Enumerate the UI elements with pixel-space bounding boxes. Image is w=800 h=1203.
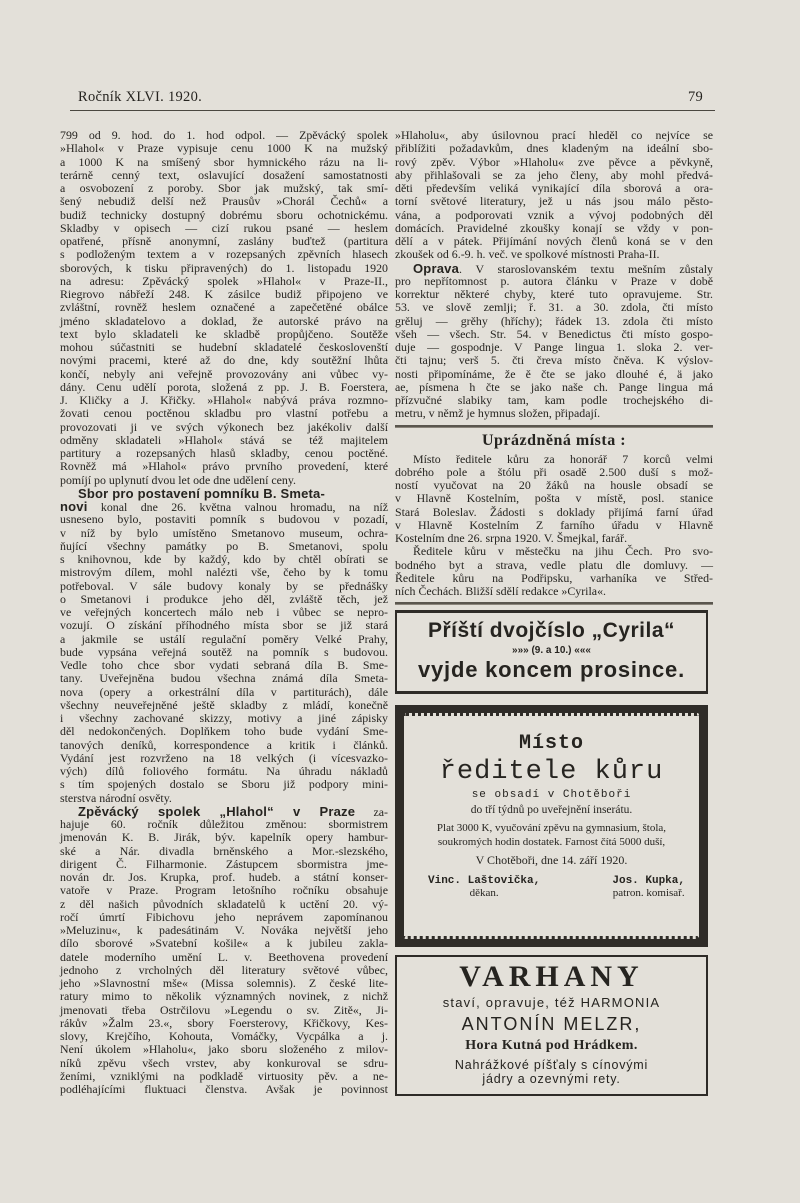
text-line: »Hlahol« v Praze vypisuje cenu 1000 K na mužský — [60, 141, 388, 156]
text-line: bodného byt a strava, vedle platu dle domluvy. — — [395, 557, 713, 572]
text-line: níků zpěvu všech vrstev, aby konkuroval se sdru- — [60, 1055, 388, 1070]
text-line: duje — gospodnje. V Pange lingua 1. sloka 2. ver- — [395, 340, 713, 354]
text-line: jeho »Slavnostní mše« (Missa solemnis). Z české lite- — [60, 976, 388, 990]
text-line: Riegrovo nábřeží 248. K zásilce budiž připojeno ve — [60, 287, 388, 301]
text-line: mistrovým dílem, mohl nalézti vše, čeho by k tomu — [60, 565, 388, 580]
text-line: nosti připomínáme, že ě čte se jako dlouhé é, ä jako — [395, 366, 713, 381]
text-line: dělí a v pátek. Přijímání nových členů koná se v den — [395, 234, 713, 248]
text-line: ae, písmena h čte se jako naše ch. Pange lingua má — [395, 379, 713, 394]
text-line: ročí úmrtí Fibichovu jeho neprávem zapomínanou — [60, 909, 388, 924]
text-line: 53. ve slově zemlji; ř. 31. a 30. zdola, čti místo — [395, 300, 713, 315]
bold-lead: Zpěvácký spolek „Hlahol“ v Praze — [78, 803, 356, 819]
text-line: grěluj — grěhy (hříchy); řádek 13. zdola čti místo — [395, 313, 713, 328]
organ-builder-place: Hora Kutná pod Hrádkem. — [465, 1038, 638, 1053]
text-line: a 1000 K na smíšený sbor hymnického rázu na li- — [60, 154, 388, 169]
text-line: Ředitele kůru v městečku na jihu Čech. Pro svo- — [413, 544, 713, 559]
text-line: bude vypsána veřejná soutěž na pomník s budovou. — [60, 644, 388, 659]
text-line: všechny neuveřejněné ještě skladby z mládí, konečně — [60, 697, 388, 712]
text-line: jmenovati třeba Ostrčilovu »Legendu o sv. Zitě«, Ji- — [60, 1002, 388, 1017]
section-rule — [395, 602, 713, 605]
text-line: o Smetanovi i produkce jeho děl, zvláště těch, jež — [60, 591, 388, 606]
page-number: 79 — [688, 89, 704, 105]
text-line: torní světové literatury, jež u nás jsou málo pěsto- — [395, 194, 713, 209]
text-line — [60, 487, 388, 500]
text-line: a osvobození z poroby. Sbor jak mužský, tak smí- — [60, 181, 388, 195]
text-line: dirigent Č. Filharmonie. Zástupcem sbormistra jme- — [60, 856, 388, 871]
text-line: jméno skladatelovo a doklad, že autorské právo na — [60, 313, 388, 328]
text-line: čti tajnu; verš 5. čti čreva místo čněva. K výslov- — [395, 353, 713, 368]
text-line: odměny skladateli »Hlahol« stává se též majitelem — [60, 432, 388, 447]
text-line: Vydání jest rozvrženo na 18 velkých (i vícesvazko- — [60, 750, 388, 765]
signer1-name: Vinc. Laštovička, — [428, 875, 541, 887]
text-line: ností vyučovat na 20 žáků na housle obsadí se — [395, 478, 713, 492]
advert-line2: do tří týdnů po uveřejnění inserátu. — [470, 804, 633, 816]
text-line: sborových, k tisku připravených) do 1. listopadu 1920 — [60, 260, 388, 275]
signer2-name: Jos. Kupka, — [612, 875, 685, 887]
text-line: Stará Boleslav. Žádosti s doklady přijímá farní úřad — [395, 504, 713, 519]
vacancies-paragraphs — [395, 453, 713, 599]
text-line: všeh — všech. Str. 54. v Benedictus čti místo gospo- — [395, 326, 713, 341]
signer2-title: patron. komisař. — [612, 887, 685, 899]
text-line: usneseno bylo, postaviti pomník s budovou v pozadí, — [60, 512, 388, 527]
text-line: budiž technicky dostupný dobrému sboru ochotnickému. — [60, 207, 388, 222]
text-line: děl nedokončených. Doplňkem toho bude vydání Sme- — [60, 724, 388, 739]
advert-title1: Místo — [518, 732, 584, 755]
paragraph — [395, 262, 713, 421]
advert-line1: se obsadí v Chotěboři — [471, 789, 632, 801]
paragraph — [60, 129, 388, 487]
text-line — [395, 262, 713, 275]
text-line: mohou súčastniti se hudební skladatelé českoslovenští — [60, 340, 388, 354]
text-line — [60, 500, 388, 513]
news-paragraphs — [395, 129, 713, 421]
text-line: šený nebudiž delší než Prausův »Chorál Čechů« a — [60, 194, 388, 209]
text-line: opatřené, přísně anonymní, zaslány buďtež (partitura — [60, 234, 388, 248]
next-issue-line2: »»» (9. a 10.) ««« — [512, 645, 591, 656]
text-line: ňující všechny památky po B. Smetanovi, spolu — [60, 538, 388, 553]
text-line: Rovněž má »Hlahol« právo prvního provedení, které — [60, 459, 388, 474]
bold-lead: novi — [60, 499, 88, 514]
text-line: zvláštní, rovněž heslem označené a zapečetěné obálce — [60, 300, 388, 315]
text-line: provozovati ji ve svých výkonech bez jakékoliv další — [60, 419, 388, 434]
text-line: aby přihlašovali se za jeho členy, aby mohl předvá- — [395, 167, 713, 182]
next-issue-notice — [395, 610, 708, 694]
right-column — [395, 129, 713, 608]
next-issue-line1: Příští dvojčíslo „Cyrila“ — [427, 619, 676, 642]
text-line: s tím spojených dostalo se Sboru již podpory mini- — [60, 777, 388, 792]
text-line: ské a Nár. divadla brněnského a Mor.-slezského, — [60, 843, 388, 858]
text-line: rový zpěv. Výbor »Hlaholu« zve pěvce a pěvkyně, — [395, 154, 713, 169]
text-line — [60, 805, 388, 818]
text-line: na adresu: Zpěvácký spolek »Hlahol« v Praze-II., — [60, 273, 388, 288]
text-line: nova (opery a orkestrální díla v partiturách), dále — [60, 684, 388, 699]
advert-title2: ředitele kůru — [439, 757, 664, 787]
text-line: vých) dílů foliového formátu. Na úhradu nákladů — [60, 764, 388, 778]
text-line: vána, a podporovati vznik a vývoj podobných děl — [395, 207, 713, 222]
bold-lead: Sbor pro postavení pomníku B. Smeta- — [78, 485, 326, 501]
text-line: pomíjí po uplynutí dvou let ode dne udělení ceny. — [60, 472, 297, 487]
text-line: Není úkolem »Hlaholu«, jako sboru složeného z milov- — [60, 1042, 388, 1057]
signer1-title: děkan. — [469, 887, 499, 899]
text-line: dány. Cenu udělí porota, složená z pp. J. B. Foerstera, — [60, 379, 388, 394]
text-line: sterstva národní osvěty. — [60, 790, 172, 805]
section-rule — [395, 425, 713, 428]
text-line: Skladby v opisech — cizí rukou psané — heslem — [60, 220, 388, 235]
volume-year: Ročník XLVI. 1920. — [78, 89, 203, 105]
text-line: i všechny zachované skizzy, motivy a jiné zápisky — [60, 711, 388, 725]
paragraph — [60, 487, 388, 805]
text-line: přiblížiti požadavkům, dnes kladeným na ideální sbo- — [395, 141, 713, 156]
advert-date: V Chotěboři, dne 14. září 1920. — [475, 853, 628, 867]
text-line: ženími, vzniklými na podkladě virtuosity pěv. a ne- — [60, 1068, 388, 1083]
text-line: pro nepřítomnost p. autora článku v Praze v době — [395, 273, 713, 288]
text-line: Kostelním dne 26. srpna 1920. V. Šmejkal, farář. — [395, 531, 628, 545]
organ-title: VARHANY — [459, 960, 644, 993]
text-line: ratury mimo to několik významných novinek, z nichž — [60, 989, 388, 1004]
text-line: vatoře v Praze. Program letošního ročníku obsahuje — [60, 883, 388, 898]
text-line: ních Čechách. Bližší sdělí redakce »Cyrila«. — [395, 584, 606, 598]
text-line: »Hlaholu«, aby úsilovnou prací hleděl co nejvíce se — [395, 128, 713, 142]
text-line: končí, nebyly ani veřejně provozovány ani vůbec vy- — [60, 366, 388, 381]
next-issue-line3: vyjde koncem prosince. — [417, 657, 686, 682]
text-line: domácích. Pravidelné zkoušky konají se vždy v pon- — [395, 220, 713, 235]
text-line: tany. Uveřejněna budou všechna známá díla Smeta- — [60, 671, 388, 686]
text-line: slovy, Krejčího, Kohouta, Vomáčky, Vycpálka a j. — [60, 1029, 388, 1043]
organ-line2: Nahrážkové píšťaly s cínovými — [454, 1058, 649, 1072]
text-line: dílo sborové »Svatební košile« a k jubileu zakla- — [60, 936, 388, 951]
text-line: v Hlavně Kostelním Z farního úřadu v Hlavně — [395, 517, 713, 532]
text-line: dobrého pole a štólu při osadě 2.500 duší s mož- — [395, 464, 713, 479]
line-text: . V staroslovanském textu mešním zůstaly — [459, 261, 713, 276]
text-line: partitury a rozepsaných hlasů skladby, cenou poctěné. — [60, 446, 388, 460]
header-rule — [70, 110, 715, 111]
text-line: datele moderního umění L. v. Beethovena provedení — [60, 949, 388, 964]
text-line: korrektur některé chyby, které tuto opravujeme. Str. — [395, 287, 713, 301]
text-line: J. Kličky a J. Křičky. »Hlahol« nabývá práva rozmno- — [60, 393, 388, 407]
text-line: s knihovnou, kde by každý, kdo by chtěl obírati se — [60, 552, 388, 566]
paragraph — [395, 453, 713, 546]
text-line: jednoho z vrcholných děl literatury světové vůbec, — [60, 962, 388, 977]
text-line: v níž by bylo umístěno Smetanovo museum, ochra- — [60, 525, 388, 540]
text-line: jmenován K. B. Jirák, býv. kapelník opery hambur- — [60, 830, 388, 845]
text-line: vozují. O získání příhodného místa sbor se již stará — [60, 618, 388, 633]
paragraph — [395, 545, 713, 598]
bold-lead: Oprava — [413, 260, 460, 276]
text-line: zkoušek od 6.-9. h. več. ve spolkové místnosti Praha-II. — [395, 247, 660, 262]
text-line: novými pracemi, které až do dne, kdy soutěžní lhůta — [60, 353, 388, 368]
vacancy-advert-chotebor — [395, 705, 708, 947]
text-line: s podloženým textem a v rozepsaných zpěvních hlasech — [60, 247, 388, 262]
text-line: děti především veliká vynikající díla sborová a ora- — [395, 181, 713, 195]
organ-line1: staví, opravuje, též HARMONIA — [442, 995, 661, 1010]
paragraph — [60, 805, 388, 1097]
left-column — [60, 129, 388, 1096]
text-line: v Hlavně Kostelním, pošta v místě, posl. stanice — [395, 491, 713, 506]
text-line: z děl našich původních skladatelů k uctění 20. vý- — [60, 896, 388, 911]
text-line: nován dr. Jos. Krupka, prof. hudeb. a státní konser- — [60, 870, 388, 884]
vacancies-heading: Uprázdněná místa : — [481, 431, 627, 449]
text-line: podléhajícími fluktuaci členstva. Avšak je povinnost — [60, 1082, 388, 1096]
text-line: Ředitele kůru na Podřipsku, varhaníka ve Střed- — [395, 570, 713, 585]
text-line: »Meluzinu«, k padesátinám V. Nováka největší jeho — [60, 923, 388, 937]
text-line: terárně cenný text, oslavující dosažení samostatnosti — [60, 167, 388, 182]
line-text: konal dne 26. května valnou hromadu, na níž — [87, 500, 388, 514]
text-line: 799 od 9. hod. do 1. hod odpol. — Zpěvácký spolek — [60, 128, 388, 142]
text-line: hajuje 60. ročník důležitou změnou: sbormistrem — [60, 817, 388, 831]
text-line: přízvučné slabiky tam, kam podle trochejského di- — [395, 393, 713, 407]
line-text: za- — [355, 804, 388, 819]
text-line: Místo ředitele kůru za honorář 7 korců velmi — [413, 451, 713, 466]
text-line: a jakmile se ustálí regulační poměry Velké Prahy, — [60, 631, 388, 646]
advert-signatures — [404, 868, 699, 899]
organ-builder-name: ANTONÍN MELZR, — [461, 1014, 642, 1034]
text-line: ve veřejných koncertech málo neb i vůbec se nepro- — [60, 605, 388, 619]
text-line: Vedle toho chce sbor vydati sebraná díla B. Sme- — [60, 658, 388, 672]
paragraph — [395, 129, 713, 262]
text-line: žovati cenou poctěnou skladbu pro vlastní potřebu a — [60, 406, 388, 421]
ornate-frame — [404, 713, 699, 939]
text-line: rákův »Žalm 23.«, sbory Foersterovy, Křičkovy, Kes- — [60, 1015, 388, 1030]
text-line: potřeboval. V sále budovy konaly by se přednášky — [60, 578, 388, 593]
organ-builder-advert — [395, 955, 708, 1096]
text-line: text bylo skladateli ke skladbě propůjčeno. Soutěže — [60, 326, 388, 341]
advert-body: Plat 3000 K, vyučování zpěvu na gymnasium, štola, soukromých hodin dostatek. Farnost čítá 5000 duší, — [436, 822, 667, 848]
text-line: metru, v němž je hymnus složen, připadají. — [395, 406, 601, 421]
text-line: tanových deníků, korrespondence a kritik i článků. — [60, 737, 388, 752]
organ-line3: jádry a ozevnými rety. — [482, 1072, 621, 1086]
